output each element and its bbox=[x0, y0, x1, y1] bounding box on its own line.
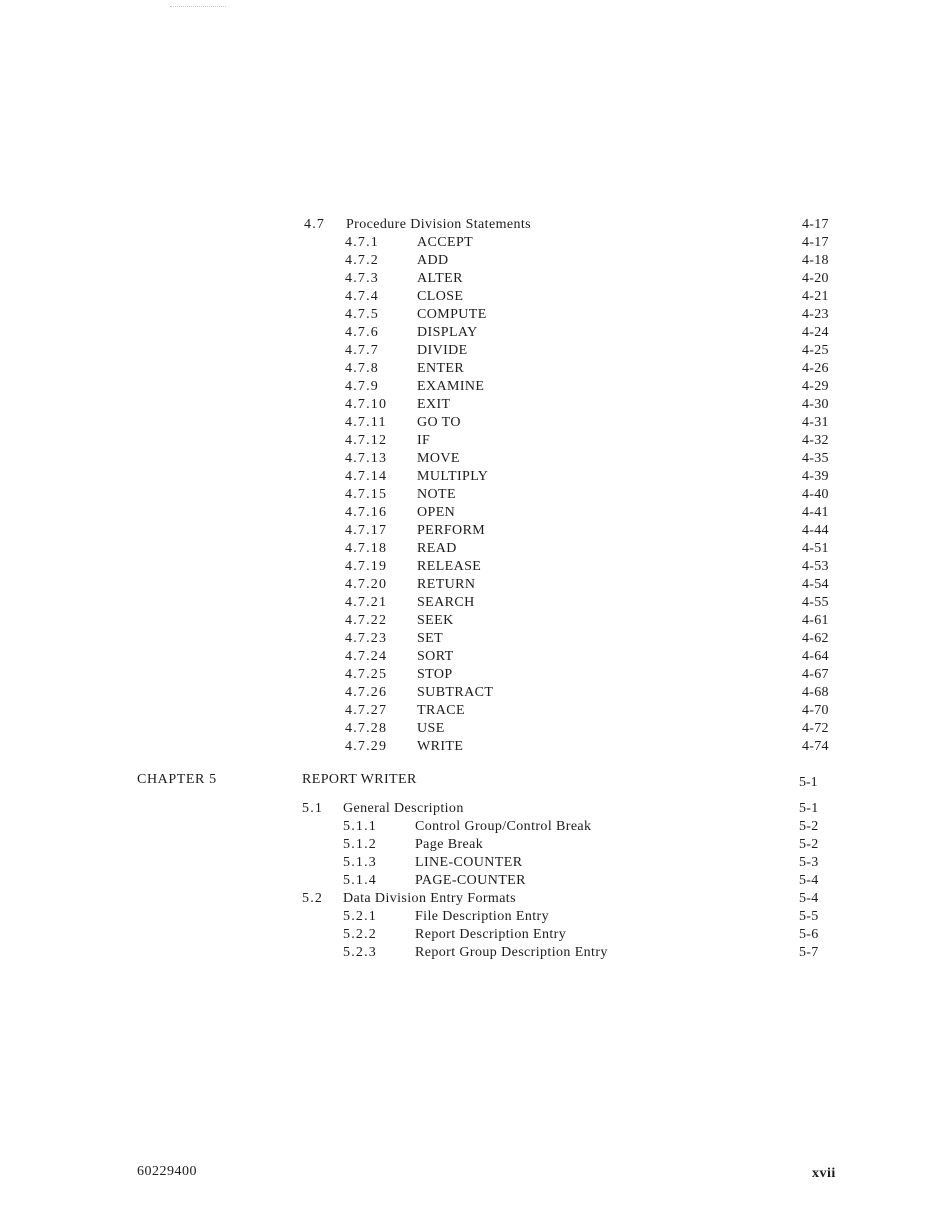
entry-number: 5.2.3 bbox=[343, 945, 377, 960]
entry-title: Report Description Entry bbox=[415, 927, 567, 942]
section-number: 5.1 bbox=[302, 801, 324, 816]
entry-page: 4-74 bbox=[802, 739, 829, 754]
entry-page: 5-2 bbox=[799, 819, 819, 834]
entry-title: Report Group Description Entry bbox=[415, 945, 608, 960]
entry-page: 4-29 bbox=[802, 379, 829, 394]
entry-page: 4-68 bbox=[802, 685, 829, 700]
entry-number: 4.7.15 bbox=[345, 487, 388, 502]
entry-number: 4.7.28 bbox=[345, 721, 388, 736]
entry-page: 4-17 bbox=[802, 235, 829, 250]
entry-page: 4-51 bbox=[802, 541, 829, 556]
entry-page: 4-30 bbox=[802, 397, 829, 412]
entry-title: GO TO bbox=[417, 415, 461, 430]
entry-page: 4-31 bbox=[802, 415, 829, 430]
entry-page: 4-61 bbox=[802, 613, 829, 628]
chapter-page: 5-1 bbox=[799, 775, 818, 790]
entry-page: 4-18 bbox=[802, 253, 829, 268]
entry-title: DISPLAY bbox=[417, 325, 478, 340]
entry-title: ADD bbox=[417, 253, 449, 268]
entry-number: 4.7.16 bbox=[345, 505, 388, 520]
entry-title: SORT bbox=[417, 649, 454, 664]
entry-page: 4-54 bbox=[802, 577, 829, 592]
entry-title: File Description Entry bbox=[415, 909, 550, 924]
entry-number: 4.7.12 bbox=[345, 433, 388, 448]
entry-page: 5-6 bbox=[799, 927, 819, 942]
entry-page: 4-20 bbox=[802, 271, 829, 286]
entry-title: Page Break bbox=[415, 837, 484, 852]
page-number: xvii bbox=[812, 1166, 836, 1181]
entry-number: 4.7.6 bbox=[345, 325, 379, 340]
entry-number: 4.7.3 bbox=[345, 271, 379, 286]
entry-number: 4.7.5 bbox=[345, 307, 379, 322]
entry-title: RELEASE bbox=[417, 559, 482, 574]
entry-number: 4.7.25 bbox=[345, 667, 388, 682]
entry-title: WRITE bbox=[417, 739, 464, 754]
entry-page: 4-25 bbox=[802, 343, 829, 358]
entry-title: MOVE bbox=[417, 451, 460, 466]
entry-title: Control Group/Control Break bbox=[415, 819, 592, 834]
section-title: Data Division Entry Formats bbox=[343, 891, 516, 906]
entry-title: RETURN bbox=[417, 577, 476, 592]
entry-number: 4.7.7 bbox=[345, 343, 379, 358]
entry-number: 4.7.24 bbox=[345, 649, 388, 664]
entry-number: 5.2.2 bbox=[343, 927, 377, 942]
document-number: 60229400 bbox=[137, 1164, 197, 1179]
entry-number: 5.1.3 bbox=[343, 855, 377, 870]
entry-page: 4-23 bbox=[802, 307, 829, 322]
entry-page: 4-64 bbox=[802, 649, 829, 664]
entry-page: 5-4 bbox=[799, 873, 819, 888]
section-page: 5-4 bbox=[799, 891, 819, 906]
entry-number: 4.7.8 bbox=[345, 361, 379, 376]
section-page: 4-17 bbox=[802, 217, 829, 232]
entry-number: 5.1.4 bbox=[343, 873, 377, 888]
section-number: 4.7 bbox=[304, 217, 326, 232]
entry-page: 5-2 bbox=[799, 837, 819, 852]
entry-title: IF bbox=[417, 433, 431, 448]
entry-title: LINE-COUNTER bbox=[415, 855, 523, 870]
entry-title: PERFORM bbox=[417, 523, 486, 538]
entry-number: 4.7.20 bbox=[345, 577, 388, 592]
entry-title: NOTE bbox=[417, 487, 456, 502]
entry-title: SET bbox=[417, 631, 444, 646]
chapter-title: REPORT WRITER bbox=[302, 772, 417, 787]
entry-page: 5-7 bbox=[799, 945, 819, 960]
entry-page: 4-55 bbox=[802, 595, 829, 610]
entry-page: 4-67 bbox=[802, 667, 829, 682]
entry-title: DIVIDE bbox=[417, 343, 468, 358]
entry-page: 4-72 bbox=[802, 721, 829, 736]
entry-number: 4.7.19 bbox=[345, 559, 388, 574]
entry-page: 4-40 bbox=[802, 487, 829, 502]
entry-title: SUBTRACT bbox=[417, 685, 494, 700]
entry-number: 4.7.21 bbox=[345, 595, 388, 610]
entry-title: ACCEPT bbox=[417, 235, 474, 250]
entry-title: ALTER bbox=[417, 271, 463, 286]
entry-title: STOP bbox=[417, 667, 453, 682]
entry-number: 5.1.2 bbox=[343, 837, 377, 852]
entry-page: 4-44 bbox=[802, 523, 829, 538]
entry-page: 4-53 bbox=[802, 559, 829, 574]
entry-page: 4-21 bbox=[802, 289, 829, 304]
entry-number: 4.7.13 bbox=[345, 451, 388, 466]
scan-artifact bbox=[170, 6, 226, 8]
entry-page: 4-24 bbox=[802, 325, 829, 340]
entry-title: USE bbox=[417, 721, 445, 736]
chapter-label: CHAPTER 5 bbox=[137, 772, 217, 787]
entry-title: ENTER bbox=[417, 361, 465, 376]
section-page: 5-1 bbox=[799, 801, 819, 816]
entry-number: 4.7.14 bbox=[345, 469, 388, 484]
entry-page: 4-32 bbox=[802, 433, 829, 448]
entry-title: EXAMINE bbox=[417, 379, 485, 394]
entry-number: 5.1.1 bbox=[343, 819, 377, 834]
entry-number: 4.7.17 bbox=[345, 523, 388, 538]
entry-title: COMPUTE bbox=[417, 307, 487, 322]
entry-number: 4.7.1 bbox=[345, 235, 379, 250]
entry-number: 4.7.2 bbox=[345, 253, 379, 268]
entry-number: 4.7.9 bbox=[345, 379, 379, 394]
entry-title: PAGE-COUNTER bbox=[415, 873, 526, 888]
entry-number: 4.7.22 bbox=[345, 613, 388, 628]
entry-number: 4.7.18 bbox=[345, 541, 388, 556]
entry-page: 4-39 bbox=[802, 469, 829, 484]
section-number: 5.2 bbox=[302, 891, 324, 906]
entry-title: TRACE bbox=[417, 703, 465, 718]
entry-title: MULTIPLY bbox=[417, 469, 489, 484]
entry-title: OPEN bbox=[417, 505, 456, 520]
entry-title: READ bbox=[417, 541, 457, 556]
entry-number: 4.7.23 bbox=[345, 631, 388, 646]
entry-number: 4.7.4 bbox=[345, 289, 379, 304]
entry-number: 4.7.29 bbox=[345, 739, 388, 754]
entry-title: SEEK bbox=[417, 613, 454, 628]
entry-page: 4-41 bbox=[802, 505, 829, 520]
entry-page: 5-5 bbox=[799, 909, 819, 924]
entry-title: CLOSE bbox=[417, 289, 464, 304]
entry-page: 4-62 bbox=[802, 631, 829, 646]
entry-number: 4.7.10 bbox=[345, 397, 388, 412]
entry-title: EXIT bbox=[417, 397, 451, 412]
section-title: General Description bbox=[343, 801, 464, 816]
entry-number: 4.7.26 bbox=[345, 685, 388, 700]
entry-page: 5-3 bbox=[799, 855, 819, 870]
entry-number: 5.2.1 bbox=[343, 909, 377, 924]
entry-page: 4-70 bbox=[802, 703, 829, 718]
entry-page: 4-35 bbox=[802, 451, 829, 466]
entry-title: SEARCH bbox=[417, 595, 475, 610]
entry-number: 4.7.11 bbox=[345, 415, 387, 430]
entry-page: 4-26 bbox=[802, 361, 829, 376]
entry-number: 4.7.27 bbox=[345, 703, 388, 718]
section-title: Procedure Division Statements bbox=[346, 217, 532, 232]
